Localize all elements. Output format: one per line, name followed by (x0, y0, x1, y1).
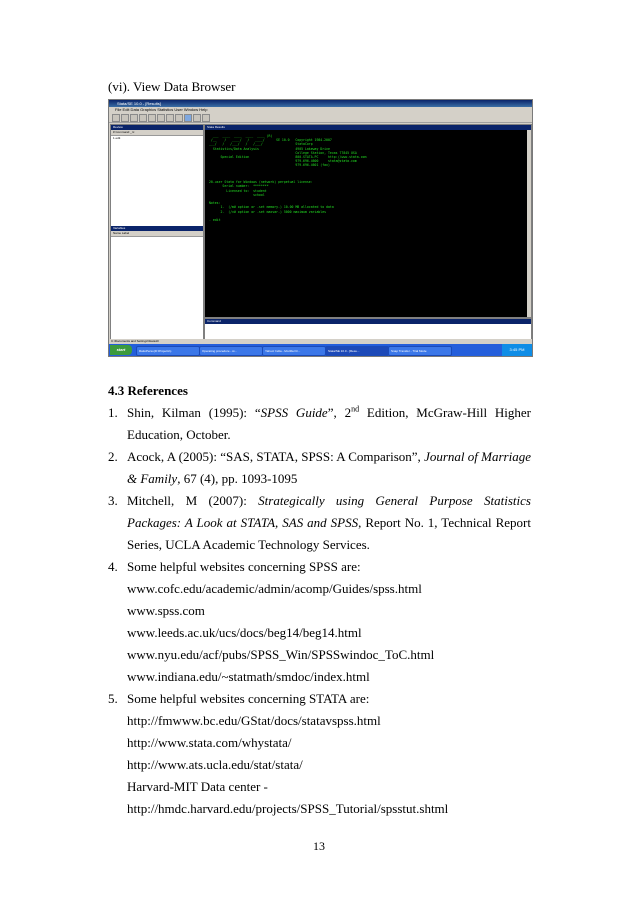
website-link: http://hmdc.harvard.edu/projects/SPSS_Tutorial/spsstut.shtml (127, 801, 449, 816)
review-columns: # Command _rc (111, 130, 203, 136)
review-row: 1 edit (113, 136, 121, 140)
website-link: Harvard-MIT Data center - (127, 779, 268, 794)
reference-text: ”, 2 (327, 405, 352, 420)
break-icon (202, 114, 210, 122)
website-link: http://www.ats.ucla.edu/stat/stata/ (127, 757, 303, 772)
print-icon (130, 114, 138, 122)
graph-icon (157, 114, 165, 122)
website-link: www.leeds.ac.uk/ucs/docs/beg14/beg14.html (127, 625, 362, 640)
page-number: 13 (313, 839, 325, 853)
reference-text: Some helpful websites concerning SPSS are: (127, 559, 361, 574)
taskbar-item: Operating procedure - st... (199, 346, 263, 356)
reference-item (108, 490, 531, 556)
reference-title: Strategically using General Purpose Statistics Packages: A Look at STATA, SAS and SPSS (127, 493, 531, 530)
command-pane (204, 318, 532, 340)
reference-text: Mitchell, M (2007): (127, 493, 259, 508)
open-icon (112, 114, 120, 122)
reference-number: 4. (108, 559, 118, 574)
website-link: www.cofc.edu/academic/admin/acomp/Guides/spss.html (127, 581, 422, 596)
figure-caption: (vi). View Data Browser (108, 79, 236, 94)
do-file-icon (166, 114, 174, 122)
log-icon (139, 114, 147, 122)
reference-text: , 67 (4), pp. 1093-1095 (177, 471, 298, 486)
website-link: www.nyu.edu/acf/pubs/SPSS_Win/SPSSwindoc_ToC.html (127, 647, 435, 662)
reference-number: 2. (108, 449, 118, 464)
reference-item (108, 556, 531, 688)
reference-title: Journal of Marriage & Family (127, 449, 531, 486)
viewer-icon (148, 114, 156, 122)
reference-text: , Report No. 1, Technical Report Series, UCLA Academic Technology Services. (127, 515, 531, 552)
review-pane (110, 124, 204, 344)
taskbar-item: Snap Transfer - Trial Mode (388, 346, 452, 356)
start-button: start (110, 345, 132, 355)
variables-header: Variables (111, 226, 203, 231)
window-title: Stata/SE 10.0 - [Results] (109, 100, 532, 107)
reference-superscript: nd (351, 404, 360, 414)
results-scrollbar (527, 130, 531, 317)
menu-bar: File Edit Data Graphics Statistics User Window Help (115, 107, 208, 112)
taskbar-item: RatioPerso(D:\Projects\) (136, 346, 200, 356)
reference-text: Shin, Kilman (1995): “ (127, 405, 261, 420)
more-icon (193, 114, 201, 122)
reference-text: Some helpful websites concerning STATA are: (127, 691, 370, 706)
taskbar (109, 344, 532, 356)
save-icon (121, 114, 129, 122)
data-browser-icon (184, 114, 192, 122)
reference-number: 5. (108, 691, 118, 706)
website-link: http://www.stata.com/whystata/ (127, 735, 292, 750)
taskbar-item: Stata/SE 10.0 - [Resu... (325, 346, 389, 356)
website-link: www.indiana.edu/~statmath/smdoc/index.html (127, 669, 370, 684)
results-text: ___ ____ ____ ____ ____ (R) /__ / ____/ / ____/ SE 10.0 Copyright 1984-2007 ___/ / /___/ / /___/ StataCorp Statistics/Data Analysis 4905 Lakeway Drive College Station, Texas 77845 USA Special Edition 800-STATA-PC http://www.stata.com 979-696-4600 stata@stata.com 979-696-4601 (fax) 20-user Stata for Windows (network) perpetual license: Serial number: ******** Licensed to: student school Notes: 1. (/m# option or -set memory-) 10.00 MB allocated to data 2. (/v# option or -set maxvar-) 5000 maximum variables . edit (209, 134, 367, 223)
results-header: Stata Results (205, 125, 531, 130)
results-window (204, 124, 532, 318)
command-header: Command (205, 319, 531, 324)
status-bar: C:\Documents and Settings\Stata10 (109, 339, 533, 344)
toolbar (109, 113, 532, 123)
reference-title: SPSS Guide (260, 405, 328, 420)
reference-text: Acock, A (2005): “SAS, STATA, SPSS: A Comparison”, (127, 449, 425, 464)
taskbar-item: Yahoo! India - Mozilla Fir... (262, 346, 326, 356)
reference-item (108, 688, 531, 820)
reference-text: Edition, McGraw-Hill Higher Education, October. (127, 405, 531, 442)
data-editor-icon (175, 114, 183, 122)
website-link: http://fmwww.bc.edu/GStat/docs/statavspss.html (127, 713, 381, 728)
reference-item (108, 402, 531, 446)
references-heading: 4.3 References (108, 383, 188, 398)
reference-item (108, 446, 531, 490)
reference-number: 3. (108, 493, 118, 508)
website-link: www.spss.com (127, 603, 205, 618)
references-list (108, 402, 531, 820)
system-tray-clock: 3:45 PM (502, 344, 532, 356)
review-header: Review (111, 125, 203, 130)
reference-number: 1. (108, 405, 118, 420)
stata-screenshot (108, 99, 533, 357)
variables-columns: Name Label (111, 231, 203, 237)
